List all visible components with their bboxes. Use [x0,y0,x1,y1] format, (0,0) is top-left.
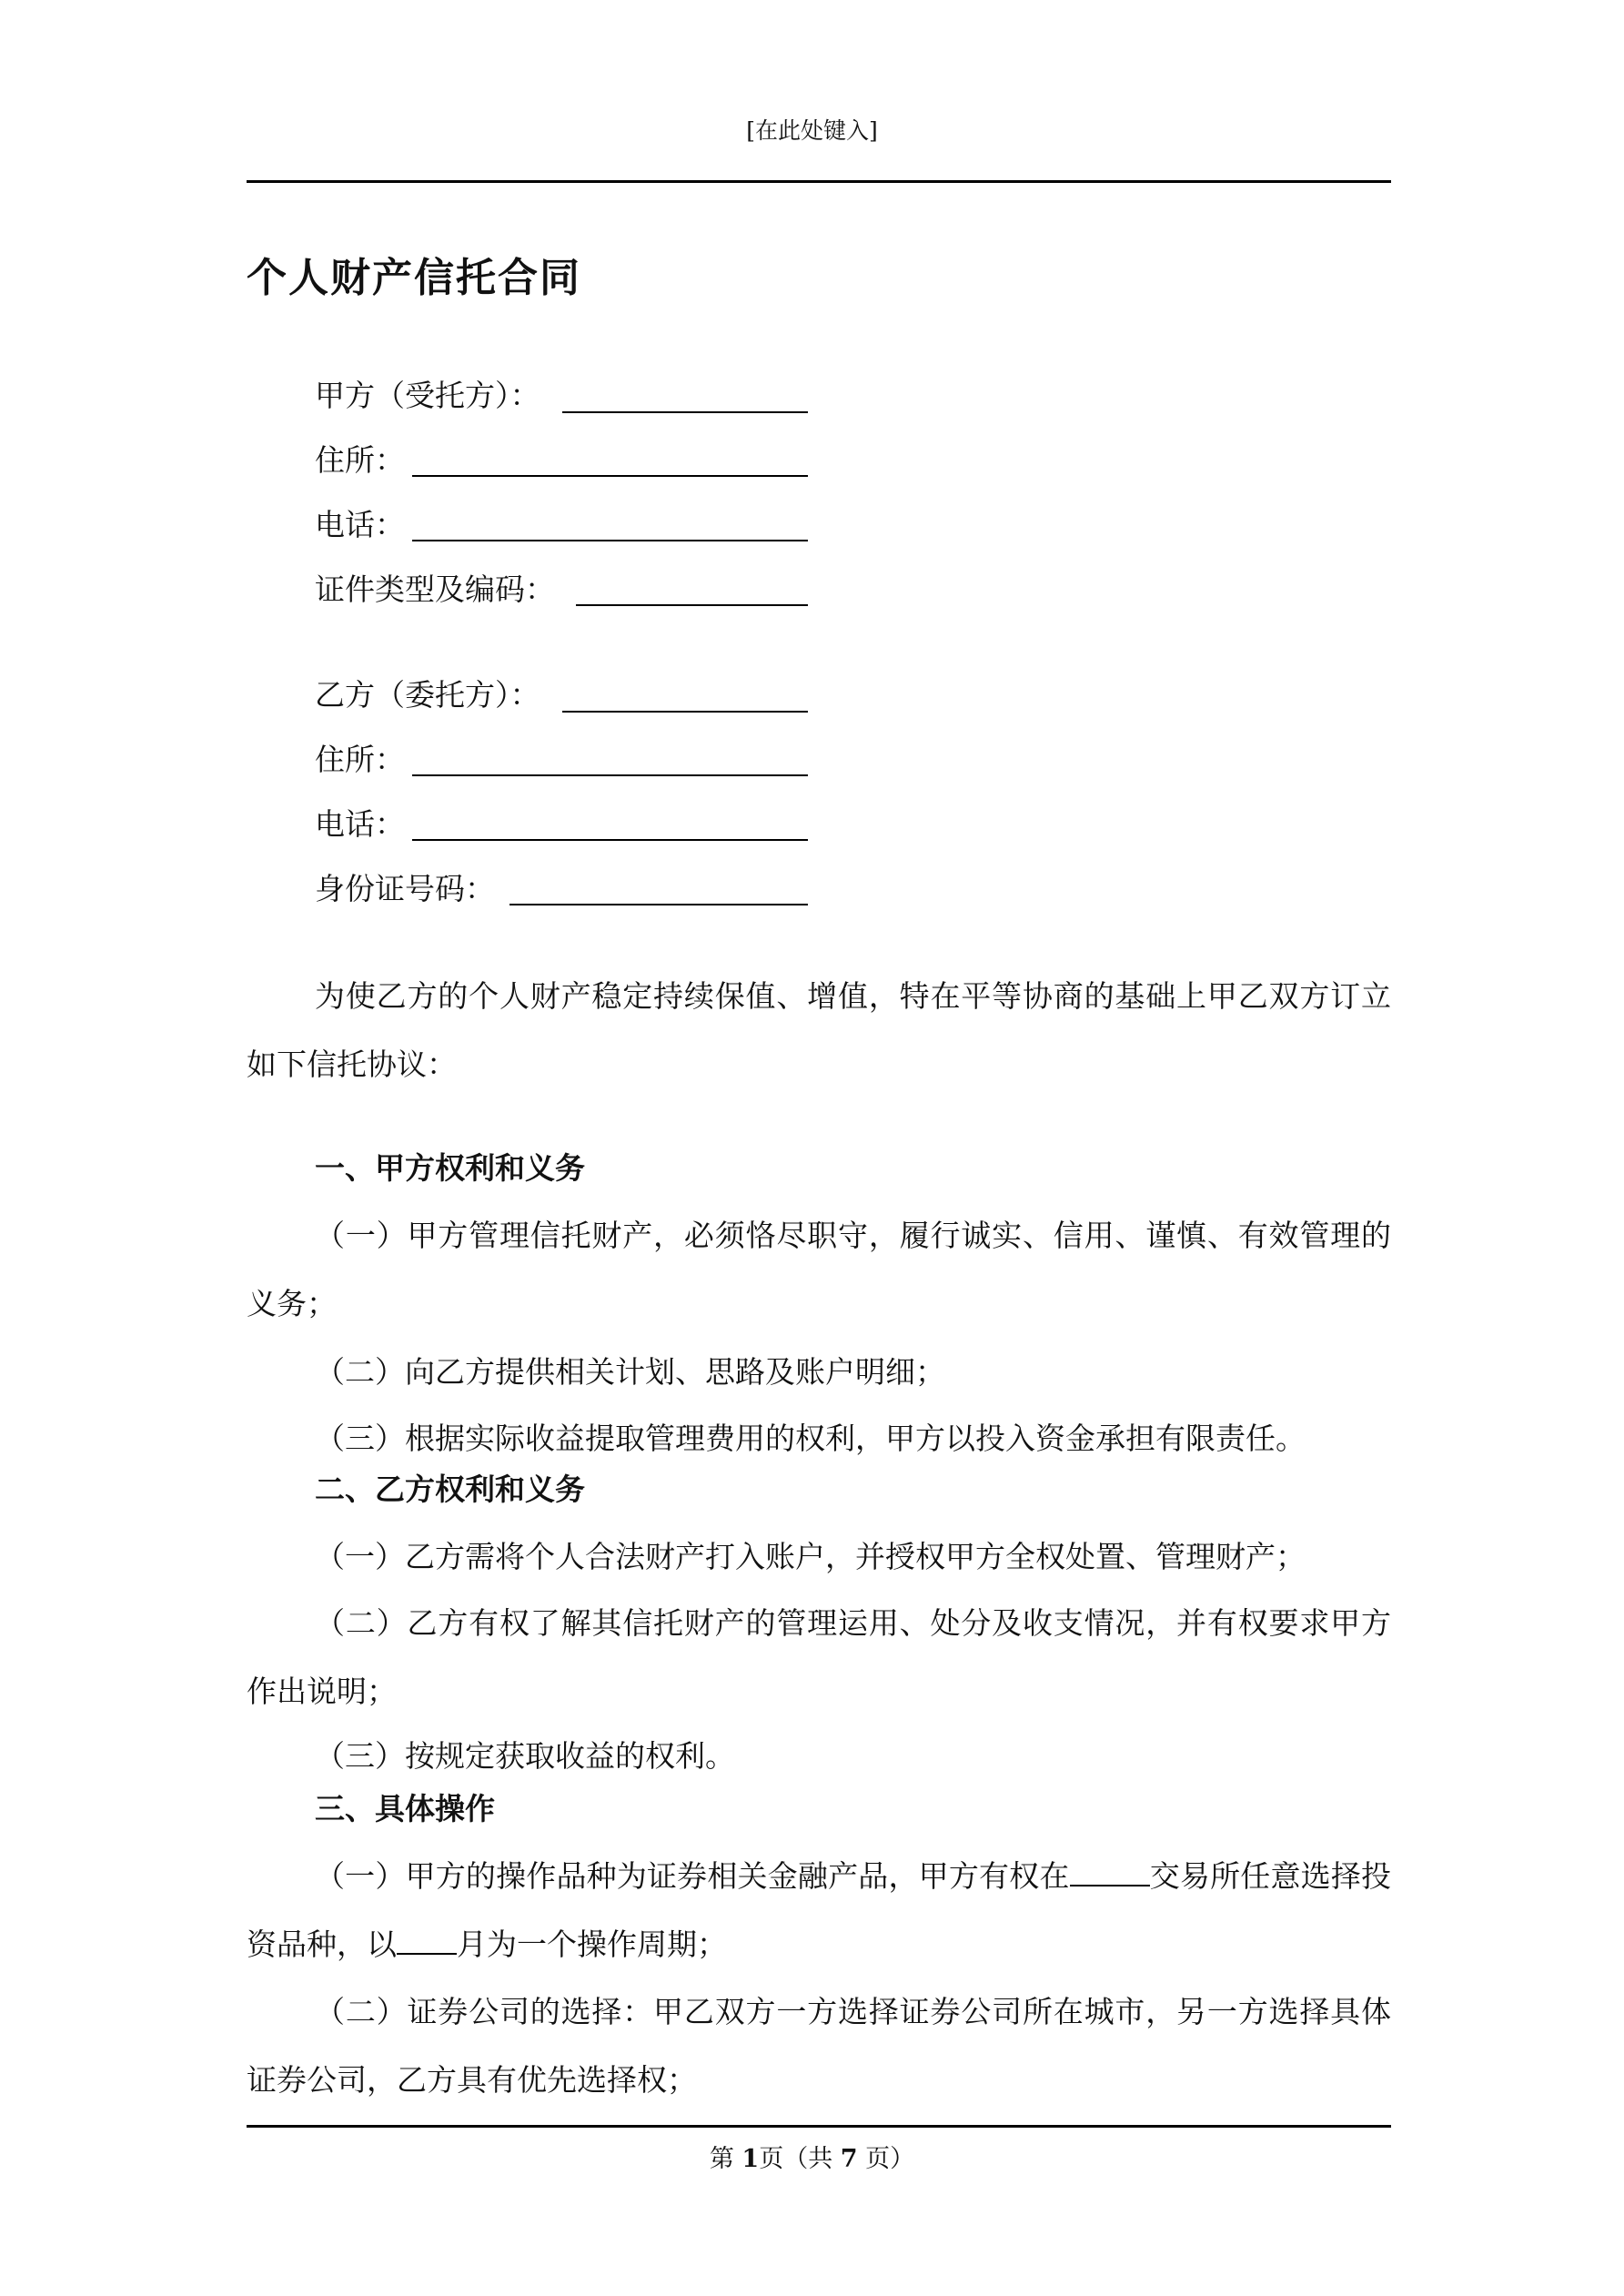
footer-middle: 页（共 [759,2145,841,2173]
footer-page-number: 1 [741,2145,760,2173]
party-a-role-label: 甲方（受托方）： [315,378,540,413]
party-b-phone-label: 电话： [315,806,405,842]
section-2-item-1: （一）乙方需将个人合法财产打入账户，并授权甲方全权处置、管理财产； [315,1539,1306,1574]
exchange-blank[interactable] [1070,1857,1150,1886]
section-2-heading: 二、乙方权利和义务 [315,1472,585,1507]
party-a-phone-blank[interactable] [412,540,808,541]
preamble-paragraph: 为使乙方的个人财产稳定持续保值、增值，特在平等协商的基础上甲乙双方订立如下信托协议： [247,978,1391,1082]
section-3-heading: 三、具体操作 [315,1791,495,1826]
section-2-item-3: （三）按规定获取收益的权利。 [315,1738,735,1774]
section-1-item-1: （一）甲方管理信托财产，必须恪尽职守，履行诚实、信用、谨慎、有效管理的义务； [247,1218,1391,1321]
page-header: [在此处键入] [746,117,878,144]
section-1-heading: 一、甲方权利和义务 [315,1150,585,1186]
footer-prefix: 第 [709,2145,742,2173]
section-3-item-2: （二）证券公司的选择：甲乙双方一方选择证券公司所在城市，另一方选择具体证券公司，乙方具有优先选择权； [247,1994,1391,2098]
party-b-role-label: 乙方（委托方）： [315,677,540,713]
section-3-item-1-part-b: 交易所任意选择投资品种，以 [247,1858,1392,1962]
party-a-phone-label: 电话： [315,507,405,542]
party-a-id-label: 证件类型及编码： [315,571,555,607]
party-b-id-blank[interactable] [509,904,808,905]
party-b-phone-blank[interactable] [412,839,808,841]
party-b-address-blank[interactable] [412,774,808,776]
party-a-id-blank[interactable] [576,604,808,606]
period-months-blank[interactable] [397,1926,457,1955]
footer-suffix: 页） [857,2145,915,2173]
party-b-name-blank[interactable] [562,711,808,713]
party-a-address-blank[interactable] [412,475,808,477]
page-footer [0,2144,1624,2175]
section-2-item-2: （二）乙方有权了解其信托财产的管理运用、处分及收支情况，并有权要求甲方作出说明； [247,1605,1391,1709]
party-a-address-label: 住所： [315,442,405,478]
footer-rule [247,2125,1391,2128]
section-3-item-1-part-a: （一）甲方的操作品种为证券相关金融产品，甲方有权在 [315,1858,1070,1894]
section-3-item-1 [247,1842,1391,1978]
section-3-item-1-part-c: 月为一个操作周期； [457,1927,727,1962]
party-b-id-label: 身份证号码： [315,871,495,906]
header-rule [247,180,1391,183]
party-b-address-label: 住所： [315,742,405,777]
section-1-item-2: （二）向乙方提供相关计划、思路及账户明细； [315,1354,945,1390]
footer-total-pages: 7 [840,2145,858,2173]
section-1-item-3: （三）根据实际收益提取管理费用的权利，甲方以投入资金承担有限责任。 [315,1421,1306,1456]
party-a-name-blank[interactable] [562,411,808,413]
document-title: 个人财产信托合同 [247,255,581,301]
